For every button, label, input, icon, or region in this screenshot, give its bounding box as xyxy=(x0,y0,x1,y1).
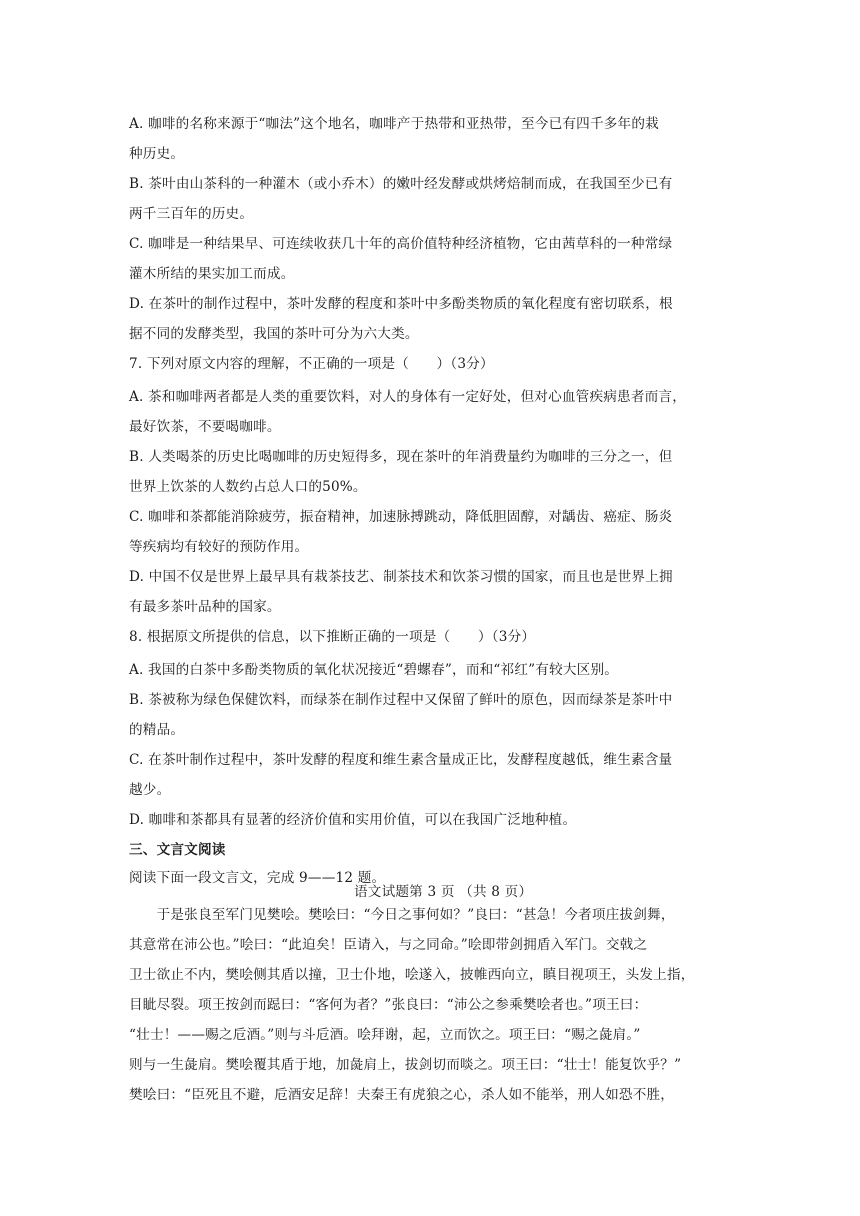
text-line: C. 咖啡和茶都能消除疲劳，振奋精神，加速脉搏跳动，降低胆固醇，对龋齿、癌症、肠炎 xyxy=(129,509,673,525)
text-line: D. 在茶叶的制作过程中，茶叶发酵的程度和茶叶中多酚类物质的氧化程度有密切联系，根 xyxy=(129,296,673,312)
text-line: D. 中国不仅是世界上最早具有栽茶技艺、制茶技术和饮茶习惯的国家，而且也是世界上拥 xyxy=(129,569,673,585)
text-line: 目眦尽裂。项王按剑而跽曰：“客何为者？”张良曰：“沛公之参乘樊哙者也。”项王曰： xyxy=(129,997,648,1013)
text-line: “壮士！——赐之卮酒。”则与斗卮酒。哙拜谢，起，立而饮之。项王曰：“赐之彘肩。” xyxy=(129,1027,641,1043)
text-line: B. 茶被称为绿色保健饮料，而绿茶在制作过程中又保留了鲜叶的原色，因而绿茶是茶叶中 xyxy=(129,692,673,708)
text-line: 越少。 xyxy=(129,782,171,798)
text-line: 其意常在沛公也。”哙曰：“此迫矣！臣请入，与之同命。”哙即带剑拥盾入军门。交戟之 xyxy=(129,937,648,953)
text-line: 灌木所结的果实加工而成。 xyxy=(129,266,295,282)
text-line: 有最多茶叶品种的国家。 xyxy=(129,599,281,615)
text-line: 樊哙曰：“臣死且不避，卮酒安足辞！夫秦王有虎狼之心，杀人如不能举，刑人如恐不胜， xyxy=(129,1087,675,1103)
text-line: D. 咖啡和茶都具有显著的经济价值和实用价值，可以在我国广泛地种植。 xyxy=(129,812,577,828)
section-heading: 三、文言文阅读 xyxy=(129,842,226,858)
text-line: A. 茶和咖啡两者都是人类的重要饮料，对人的身体有一定好处，但对心血管疾病患者而言， xyxy=(129,389,687,405)
text-line: 据不同的发酵类型，我国的茶叶可分为六大类。 xyxy=(129,326,419,342)
text-line: 于是张良至军门见樊哙。樊哙曰：“今日之事何如？”良曰：“甚急！今者项庄拔剑舞， xyxy=(129,907,675,923)
page-footer: 语文试题第 3 页 （共 8 页） xyxy=(354,884,533,900)
text-line: 则与一生彘肩。樊哙覆其盾于地，加彘肩上，拔剑切而啖之。项王曰：“壮士！能复饮乎？” xyxy=(129,1057,682,1073)
text-line: 等疾病均有较好的预防作用。 xyxy=(129,539,309,555)
text-line: 卫士欲止不内，樊哙侧其盾以撞，卫士仆地，哙遂入，披帷西向立，瞋目视项王，头发上指， xyxy=(129,967,695,983)
text-line: A. 咖啡的名称来源于“咖法”这个地名，咖啡产于热带和亚热带，至今已有四千多年的栽 xyxy=(129,116,659,132)
text-line: A. 我国的白茶中多酚类物质的氧化状况接近“碧螺春”，而和“祁红”有较大区别。 xyxy=(129,662,619,678)
text-line: 最好饮茶，不要喝咖啡。 xyxy=(129,419,281,435)
text-line: B. 人类喝茶的历史比喝咖啡的历史短得多，现在茶叶的年消费量约为咖啡的三分之一，但 xyxy=(129,449,673,465)
text-line: 两千三百年的历史。 xyxy=(129,206,254,222)
text-line: 种历史。 xyxy=(129,146,185,162)
text-line: B. 茶叶由山茶科的一种灌木（或小乔木）的嫩叶经发酵或烘烤焙制而成，在我国至少已有 xyxy=(129,176,673,192)
question-8: 8. 根据原文所提供的信息，以下推断正确的一项是（ ）（3分） xyxy=(129,629,536,645)
question-7: 7. 下列对原文内容的理解，不正确的一项是（ ）（3分） xyxy=(129,356,494,372)
text-line: 的精品。 xyxy=(129,722,185,738)
text-line: C. 在茶叶制作过程中，茶叶发酵的程度和维生素含量成正比，发酵程度越低，维生素含量 xyxy=(129,752,673,768)
text-line: 世界上饮茶的人数约占总人口的50%。 xyxy=(129,479,367,495)
text-line: C. 咖啡是一种结果早、可连续收获几十年的高价值特种经济植物，它由茜草科的一种常绿 xyxy=(129,236,673,252)
text-line: 阅读下面一段文言文，完成 9——12 题。 xyxy=(129,870,386,886)
